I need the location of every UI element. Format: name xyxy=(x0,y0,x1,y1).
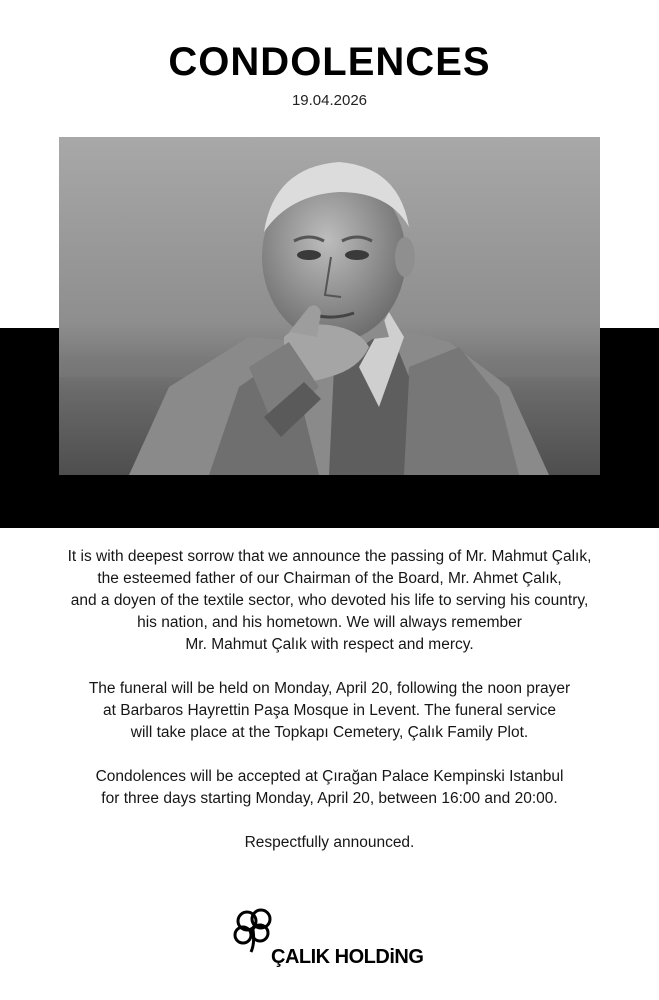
text-line: and a doyen of the textile sector, who devoted his life to serving his country, xyxy=(70,592,589,609)
paragraph-closing xyxy=(20,832,639,854)
text-line: The funeral will be held on Monday, April 20, following the noon prayer xyxy=(88,680,571,697)
text-line: will take place at the Topkapı Cemetery, Çalık Family Plot. xyxy=(130,724,529,741)
page-title: CONDOLENCES xyxy=(168,40,491,84)
text-line: Condolences will be accepted at Çırağan Palace Kempinski Istanbul xyxy=(95,768,564,785)
text-line: the esteemed father of our Chairman of the Board, Mr. Ahmet Çalık, xyxy=(97,570,562,587)
paragraph-announcement xyxy=(20,546,639,656)
company-logo xyxy=(233,908,433,970)
portrait-photo xyxy=(59,137,600,475)
announcement-body xyxy=(20,546,639,876)
logo-wordmark: ÇALIK HOLDiNG xyxy=(271,946,424,968)
text-line: for three days starting Monday, April 20, between 16:00 and 20:00. xyxy=(101,790,558,807)
text-line: Mr. Mahmut Çalık with respect and mercy. xyxy=(185,636,474,653)
paragraph-condolences xyxy=(20,766,639,810)
paragraph-funeral xyxy=(20,678,639,744)
announcement-date: 19.04.2026 xyxy=(291,92,368,109)
text-line: at Barbaros Hayrettin Paşa Mosque in Levent. The funeral service xyxy=(103,702,556,719)
text-line: It is with deepest sorrow that we announce the passing of Mr. Mahmut Çalık, xyxy=(67,548,592,565)
text-line: Respectfully announced. xyxy=(244,834,415,851)
text-line: his nation, and his hometown. We will always remember xyxy=(137,614,522,631)
